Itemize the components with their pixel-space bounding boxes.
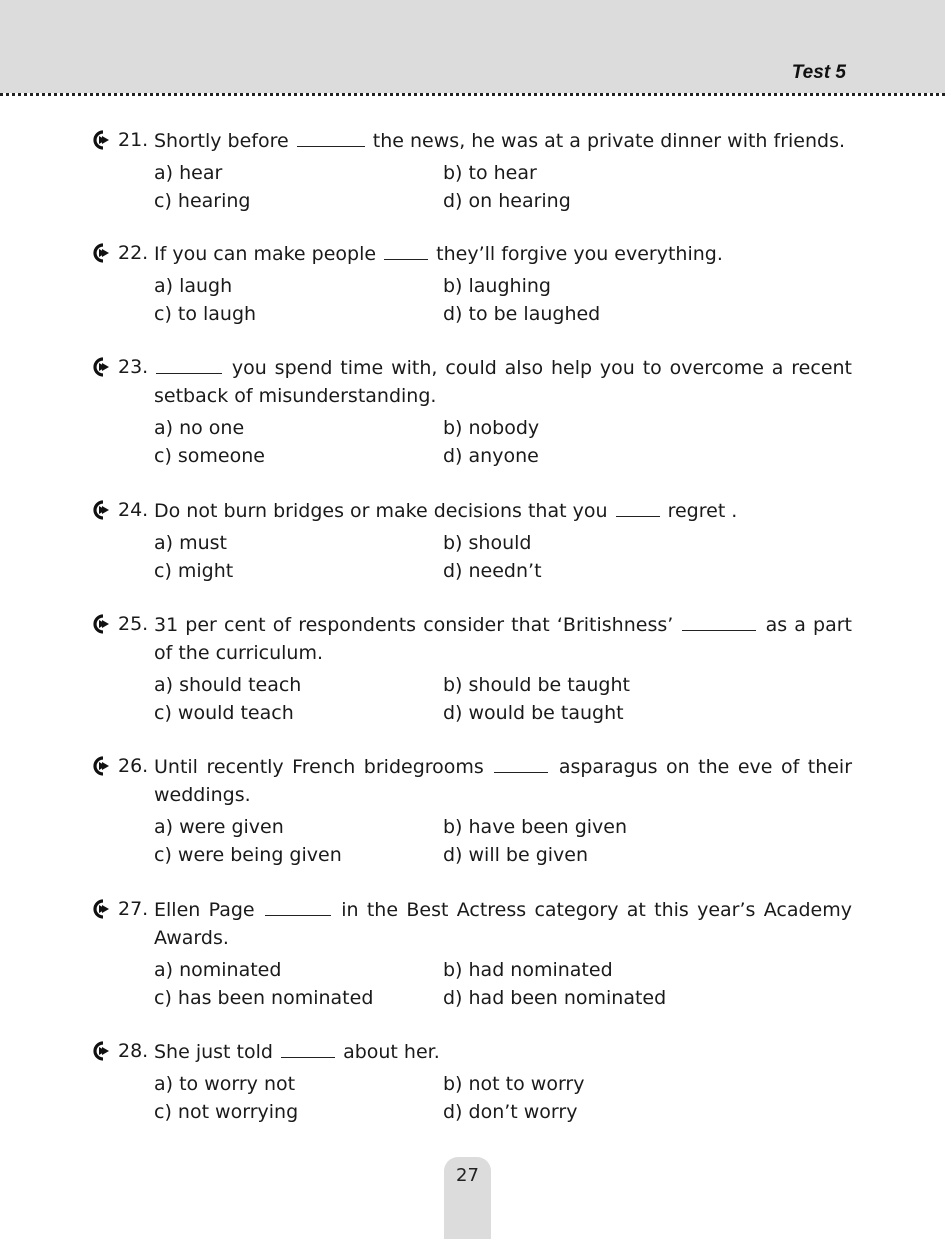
option-a: a) no one (154, 417, 245, 439)
answer-blank (281, 1037, 335, 1058)
option-d: d) don’t worry (443, 1101, 578, 1123)
options-list (154, 813, 852, 869)
option-c: c) has been nominated (154, 987, 374, 1009)
option-d: d) would be taught (443, 702, 624, 724)
option-b: b) have been given (443, 816, 628, 838)
question-26 (92, 752, 852, 869)
option-c: c) might (154, 560, 234, 582)
option-a: a) to worry not (154, 1073, 296, 1095)
question-text: If you can make people (154, 243, 377, 265)
options-list (154, 159, 852, 215)
answer-blank (297, 126, 365, 147)
option-b: b) nobody (443, 417, 540, 439)
option-c: c) someone (154, 445, 265, 467)
option-b: b) should be taught (443, 674, 630, 696)
option-d: d) had been nominated (443, 987, 667, 1009)
answer-blank (265, 895, 331, 916)
option-b: b) not to worry (443, 1073, 585, 1095)
arrow-icon (92, 1041, 114, 1061)
option-c: c) were being given (154, 844, 342, 866)
question-text: asparagus on the eve of their weddings. (154, 756, 853, 806)
question-number: 22. (118, 242, 149, 264)
question-number: 27. (118, 898, 149, 920)
option-b: b) laughing (443, 275, 551, 297)
option-d: d) to be laughed (443, 303, 601, 325)
question-text: Do not burn bridges or make decisions that you (154, 500, 608, 522)
option-a: a) must (154, 532, 227, 554)
question-number: 28. (118, 1040, 149, 1062)
answer-blank (494, 752, 548, 773)
option-c: c) would teach (154, 702, 294, 724)
option-c: c) to laugh (154, 303, 257, 325)
answer-blank (616, 496, 660, 517)
options-list (154, 956, 852, 1012)
question-text: regret . (667, 500, 738, 522)
question-text: Ellen Page (154, 899, 255, 921)
question-text: the news, he was at a private dinner with friends. (372, 130, 846, 152)
question-21 (92, 126, 852, 215)
question-28 (92, 1037, 852, 1126)
question-text: you spend time with, could also help you to overcome a recent setback of misunderstanding. (154, 357, 853, 407)
option-a: a) hear (154, 162, 223, 184)
options-list (154, 414, 852, 470)
option-c: c) not worrying (154, 1101, 299, 1123)
answer-blank (156, 353, 222, 374)
option-a: a) laugh (154, 275, 233, 297)
option-b: b) had nominated (443, 959, 613, 981)
option-b: b) to hear (443, 162, 537, 184)
options-list (154, 1070, 852, 1126)
test-label: Test 5 (791, 62, 846, 83)
question-text: they’ll forgive you everything. (436, 243, 723, 265)
question-number: 25. (118, 613, 149, 635)
question-27 (92, 895, 852, 1012)
option-d: d) anyone (443, 445, 539, 467)
question-24 (92, 496, 852, 585)
question-text: in the Best Actress category at this year’s Academy Awards. (154, 899, 852, 949)
question-text: 31 per cent of respondents consider that ‘Britishness’ (154, 614, 674, 636)
question-number: 26. (118, 755, 149, 777)
arrow-icon (92, 243, 114, 263)
question-text: about her. (343, 1041, 440, 1063)
arrow-icon (92, 500, 114, 520)
question-23 (92, 353, 852, 470)
arrow-icon (92, 756, 114, 776)
dotted-divider (0, 93, 945, 96)
question-25 (92, 610, 852, 727)
arrow-icon (92, 357, 114, 377)
option-d: d) on hearing (443, 190, 571, 212)
option-d: d) will be given (443, 844, 589, 866)
option-b: b) should (443, 532, 532, 554)
arrow-icon (92, 130, 114, 150)
question-number: 21. (118, 129, 149, 151)
page-number: 27 (444, 1157, 491, 1239)
question-text: as a part of the curriculum. (154, 614, 852, 664)
question-number: 24. (118, 499, 149, 521)
question-22 (92, 239, 852, 328)
options-list (154, 671, 852, 727)
question-text: Until recently French bridegrooms (154, 756, 484, 778)
option-a: a) nominated (154, 959, 282, 981)
option-d: d) needn’t (443, 560, 542, 582)
question-text: Shortly before (154, 130, 289, 152)
question-number: 23. (118, 356, 149, 378)
option-a: a) should teach (154, 674, 302, 696)
options-list (154, 272, 852, 328)
answer-blank (384, 239, 428, 260)
question-text: She just told (154, 1041, 273, 1063)
answer-blank (682, 610, 756, 631)
arrow-icon (92, 899, 114, 919)
options-list (154, 529, 852, 585)
arrow-icon (92, 614, 114, 634)
option-a: a) were given (154, 816, 284, 838)
option-c: c) hearing (154, 190, 251, 212)
